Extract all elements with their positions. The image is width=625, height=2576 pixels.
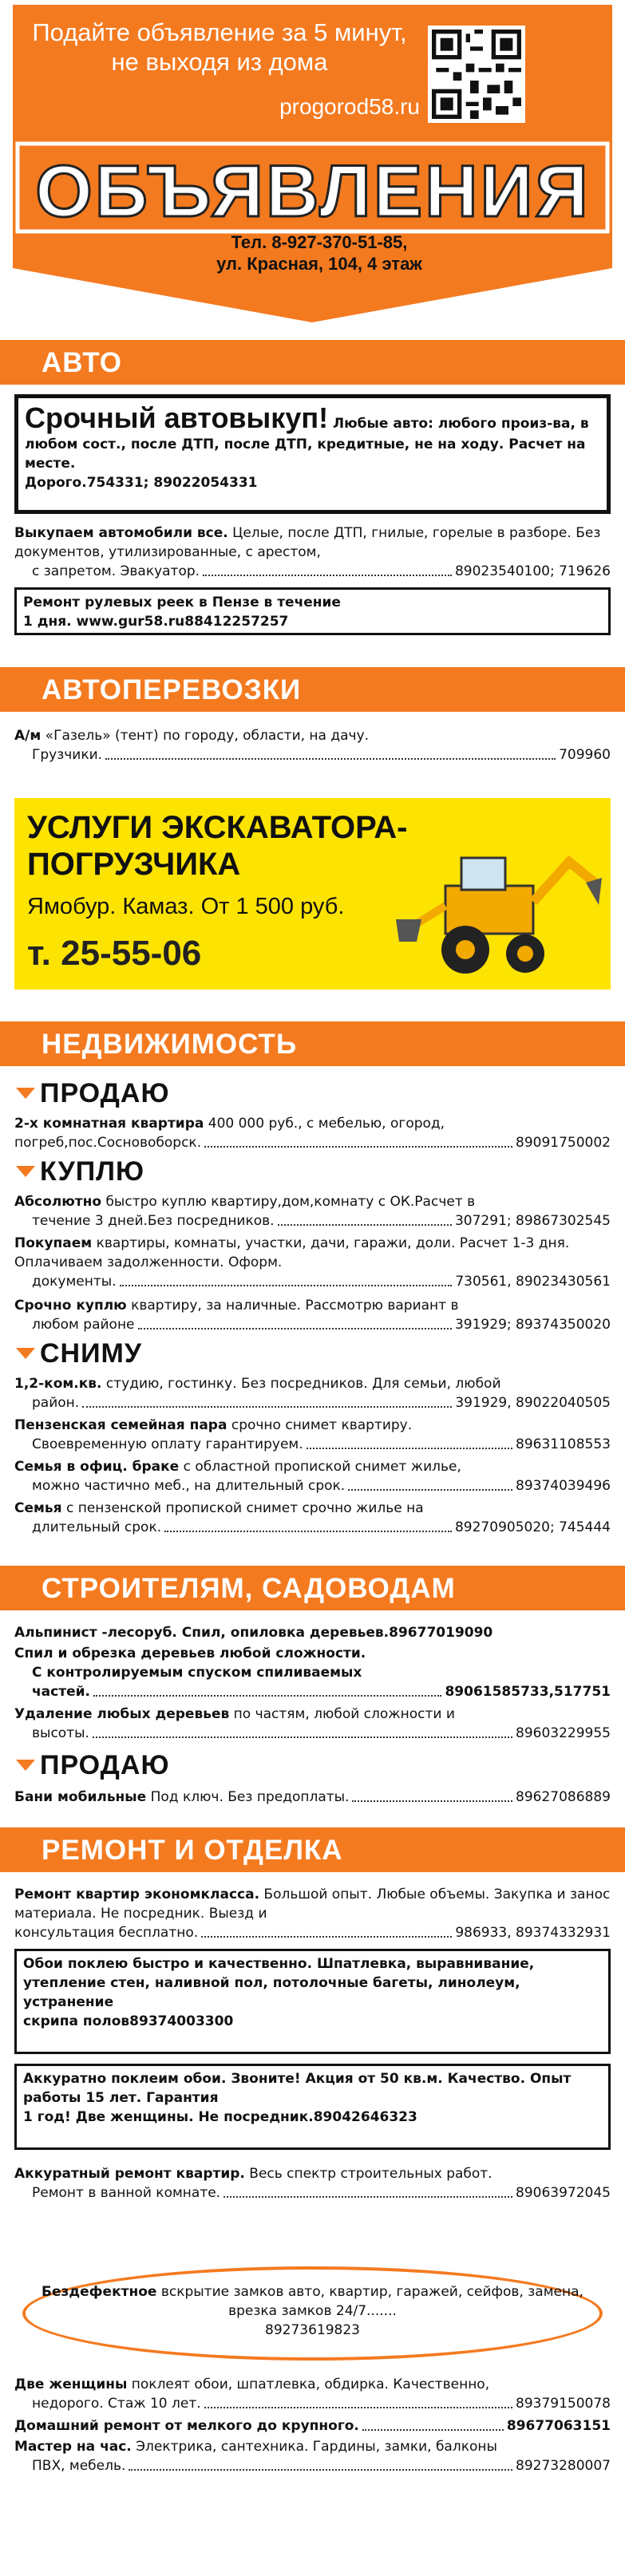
ad-buy-cars: Выкупаем автомобили все. Целые, после ДТП, гнилые, горелые в разборе. Без документов, утилизированные, с арестом, с запретом. Эвакуатор. 89023540100; 719626 [14,525,611,579]
ad-sell-flat: 2-х комнатная квартира 400 000 руб., с мебелью, огород, погреб,пос.Сосновоборск. 89091750002 [14,1116,611,1151]
ad-rent-3: Семья в офиц. браке с областной пропиской снимет жилье, можно частично меб., на длительный срок. 89374039496 [14,1459,611,1494]
ad-locks: Бездефектное вскрытие замков авто, квартир, гаражей, сейфов, замена, врезка замков 24/7....... 89273619823 [22,2266,603,2361]
ad-phone: 391929; 89374350020 [454,1317,611,1333]
ad-handyman: Мастер на час. Электрика, сантехника. Гардины, замки, балконы ПВХ, мебель. 89273280007 [14,2439,611,2474]
fast-buy-title: Срочный автовыкуп! [25,401,329,434]
contact-address: ул. Красная, 104, 4 этаж [216,254,422,274]
ad-neat-repair: Аккуратный ремонт квартир. Весь спектр строительных работ. Ремонт в ванной комнате. 89063972045 [14,2166,611,2201]
ad-buy-2: Покупаем квартиры, комнаты, участки, дачи, гаражи, доли. Расчет 1-3 дня. Оплачиваем задолженности. Оформ. документы. 730561, 89023430561 [14,1235,611,1290]
ad-phone: 730561, 89023430561 [455,1274,611,1290]
ad-rent-2: Пензенская семейная пара срочно снимет квартиру. Своевременную оплату гарантируем. 89631108553 [14,1417,611,1452]
excavator-icon [390,830,605,982]
ad-wallpaper-women: Аккуратно поклеим обои. Звоните! Акция от 50 кв.м. Качество. Опыт работы 15 лет. Гарантия 1 год! Две женщины. Не посредник.89042646323 [14,2064,611,2150]
section-builders: СТРОИТЕЛЯМ, САДОВОДАМ [0,1566,625,1610]
ad-phone: 89627086889 [516,1789,611,1805]
ad-bath: Бани мобильные Под ключ. Без предоплаты. 89627086889 [14,1789,611,1805]
ad-phone: 89061585733,517751 [445,1684,611,1700]
ad-phone: 89603229955 [516,1725,611,1741]
ad-phone: 89374003300 [129,2013,234,2029]
ad-phone: 89374039496 [516,1478,611,1494]
ad-phone: 307291; 89867302545 [454,1213,611,1229]
ad-phone: 88412257257 [184,614,289,630]
section-realty: НЕДВИЖИМОСТЬ [0,1021,625,1066]
site-url[interactable]: progorod58.ru [279,94,420,119]
subhead-rent: СНИМУ [16,1337,142,1369]
ad-phone: 986933, 89374332931 [455,1925,611,1941]
ad-tree-cut: Спил и обрезка деревьев любой сложности. С контролируемым спуском спиливаемых частей. 89061585733,517751 [14,1646,611,1700]
ad-buy-1: Абсолютно быстро куплю квартиру,дом,комнату с ОК.Расчет в течение 3 дней.Без посредников. 307291; 89867302545 [14,1194,611,1229]
ad-phone: 89631108553 [516,1436,611,1452]
ad-two-women: Две женщины поклеят обои, шпатлевка, обдирка. Качественно, недорого. Стаж 10 лет. 89379150078 [14,2376,611,2412]
ad-phone: 89677063151 [506,2418,611,2434]
subhead-buy: КУПЛЮ [16,1156,144,1187]
ad-gazel: А/м «Газель» (тент) по городу, области, на дачу. Грузчики. 709960 [14,728,611,763]
ad-phone: 89273280007 [516,2458,611,2474]
masthead [0,0,625,327]
ad-phone: 89270905020; 745444 [454,1519,611,1535]
promo-title: УСЛУГИ ЭКСКАВАТОРА- ПОГРУЗЧИКА [27,810,408,882]
ad-rent-1: 1,2-ком.кв. студию, гостинку. Без посредников. Для семьи, любой район. 391929, 89022040505 [14,1376,611,1411]
promo-phone: т. 25-55-06 [27,934,202,973]
ad-phone: 754331; 89022054331 [86,475,258,491]
ad-steering: Ремонт рулевых реек в Пензе в течение 1 дня. www.gur58.ru88412257257 [14,587,611,635]
ad-phone: 89091750002 [516,1135,611,1151]
ad-phone: 89042646323 [313,2109,417,2125]
ad-wallpaper: Обои поклею быстро и качественно. Шпатлевка, выравнивание, утепление стен, наливной пол, потолочные багеты, линолеум, устранение скрипа полов89374003300 [14,1949,611,2054]
subhead-sell: ПРОДАЮ [16,1077,170,1109]
ad-phone: 89023540100; 719626 [454,563,611,579]
ad-phone: 391929, 89022040505 [455,1395,611,1411]
contact-info [184,231,455,275]
promo-subtitle: Ямобур. Камаз. От 1 500 руб. [27,894,345,919]
tagline: Подайте объявление за 5 минут, не выходя из дома [32,18,407,76]
ad-climber: Альпинист -лесоруб. Спил, опиловка деревьев. 89677019090 [14,1625,493,1641]
ad-tree-remove: Удаление любых деревьев по частям, любой сложности и высоты. 89603229955 [14,1706,611,1741]
subhead-sell-2: ПРОДАЮ [16,1749,170,1781]
ad-buy-3: Срочно куплю квартиру, за наличные. Рассмотрю вариант в любом районе 391929; 89374350020 [14,1298,611,1333]
ad-phone: 89273619823 [265,2322,360,2338]
promo-excavator [14,798,611,990]
ad-phone: 89379150078 [516,2396,611,2412]
ad-rent-4: Семья с пензенской пропиской снимет срочно жилье на длительный срок. 89270905020; 745444 [14,1500,611,1535]
ad-phone: 89063972045 [516,2185,611,2201]
qr-code-icon [428,26,525,123]
contact-phone: Тел. 8-927-370-51-85, [231,232,408,252]
ad-phone: 709960 [559,747,611,763]
page-title: ОБЪЯВЛЕНИЯ [35,151,591,232]
section-transport: АВТОПЕРЕВОЗКИ [0,667,625,712]
section-auto: АВТО [0,340,625,385]
ad-fast-buy: Срочный автовыкуп! Любые авто: любого произ-ва, в любом сост., после ДТП, после ДТП, кредитные, не на ходу. Расчет на месте. Дорого.754331; 89022054331 [14,394,611,514]
ad-phone: 89677019090 [389,1625,493,1641]
ad-home-repair: Домашний ремонт от мелкого до крупного. 89677063151 [14,2418,611,2434]
section-repair: РЕМОНТ И ОТДЕЛКА [0,1827,625,1872]
ad-econ-repair: Ремонт квартир экономкласса. Большой опыт. Любые объемы. Закупка и занос материала. Не посредник. Выезд и консультация бесплатно. 986933, 89374332931 [14,1887,611,1941]
